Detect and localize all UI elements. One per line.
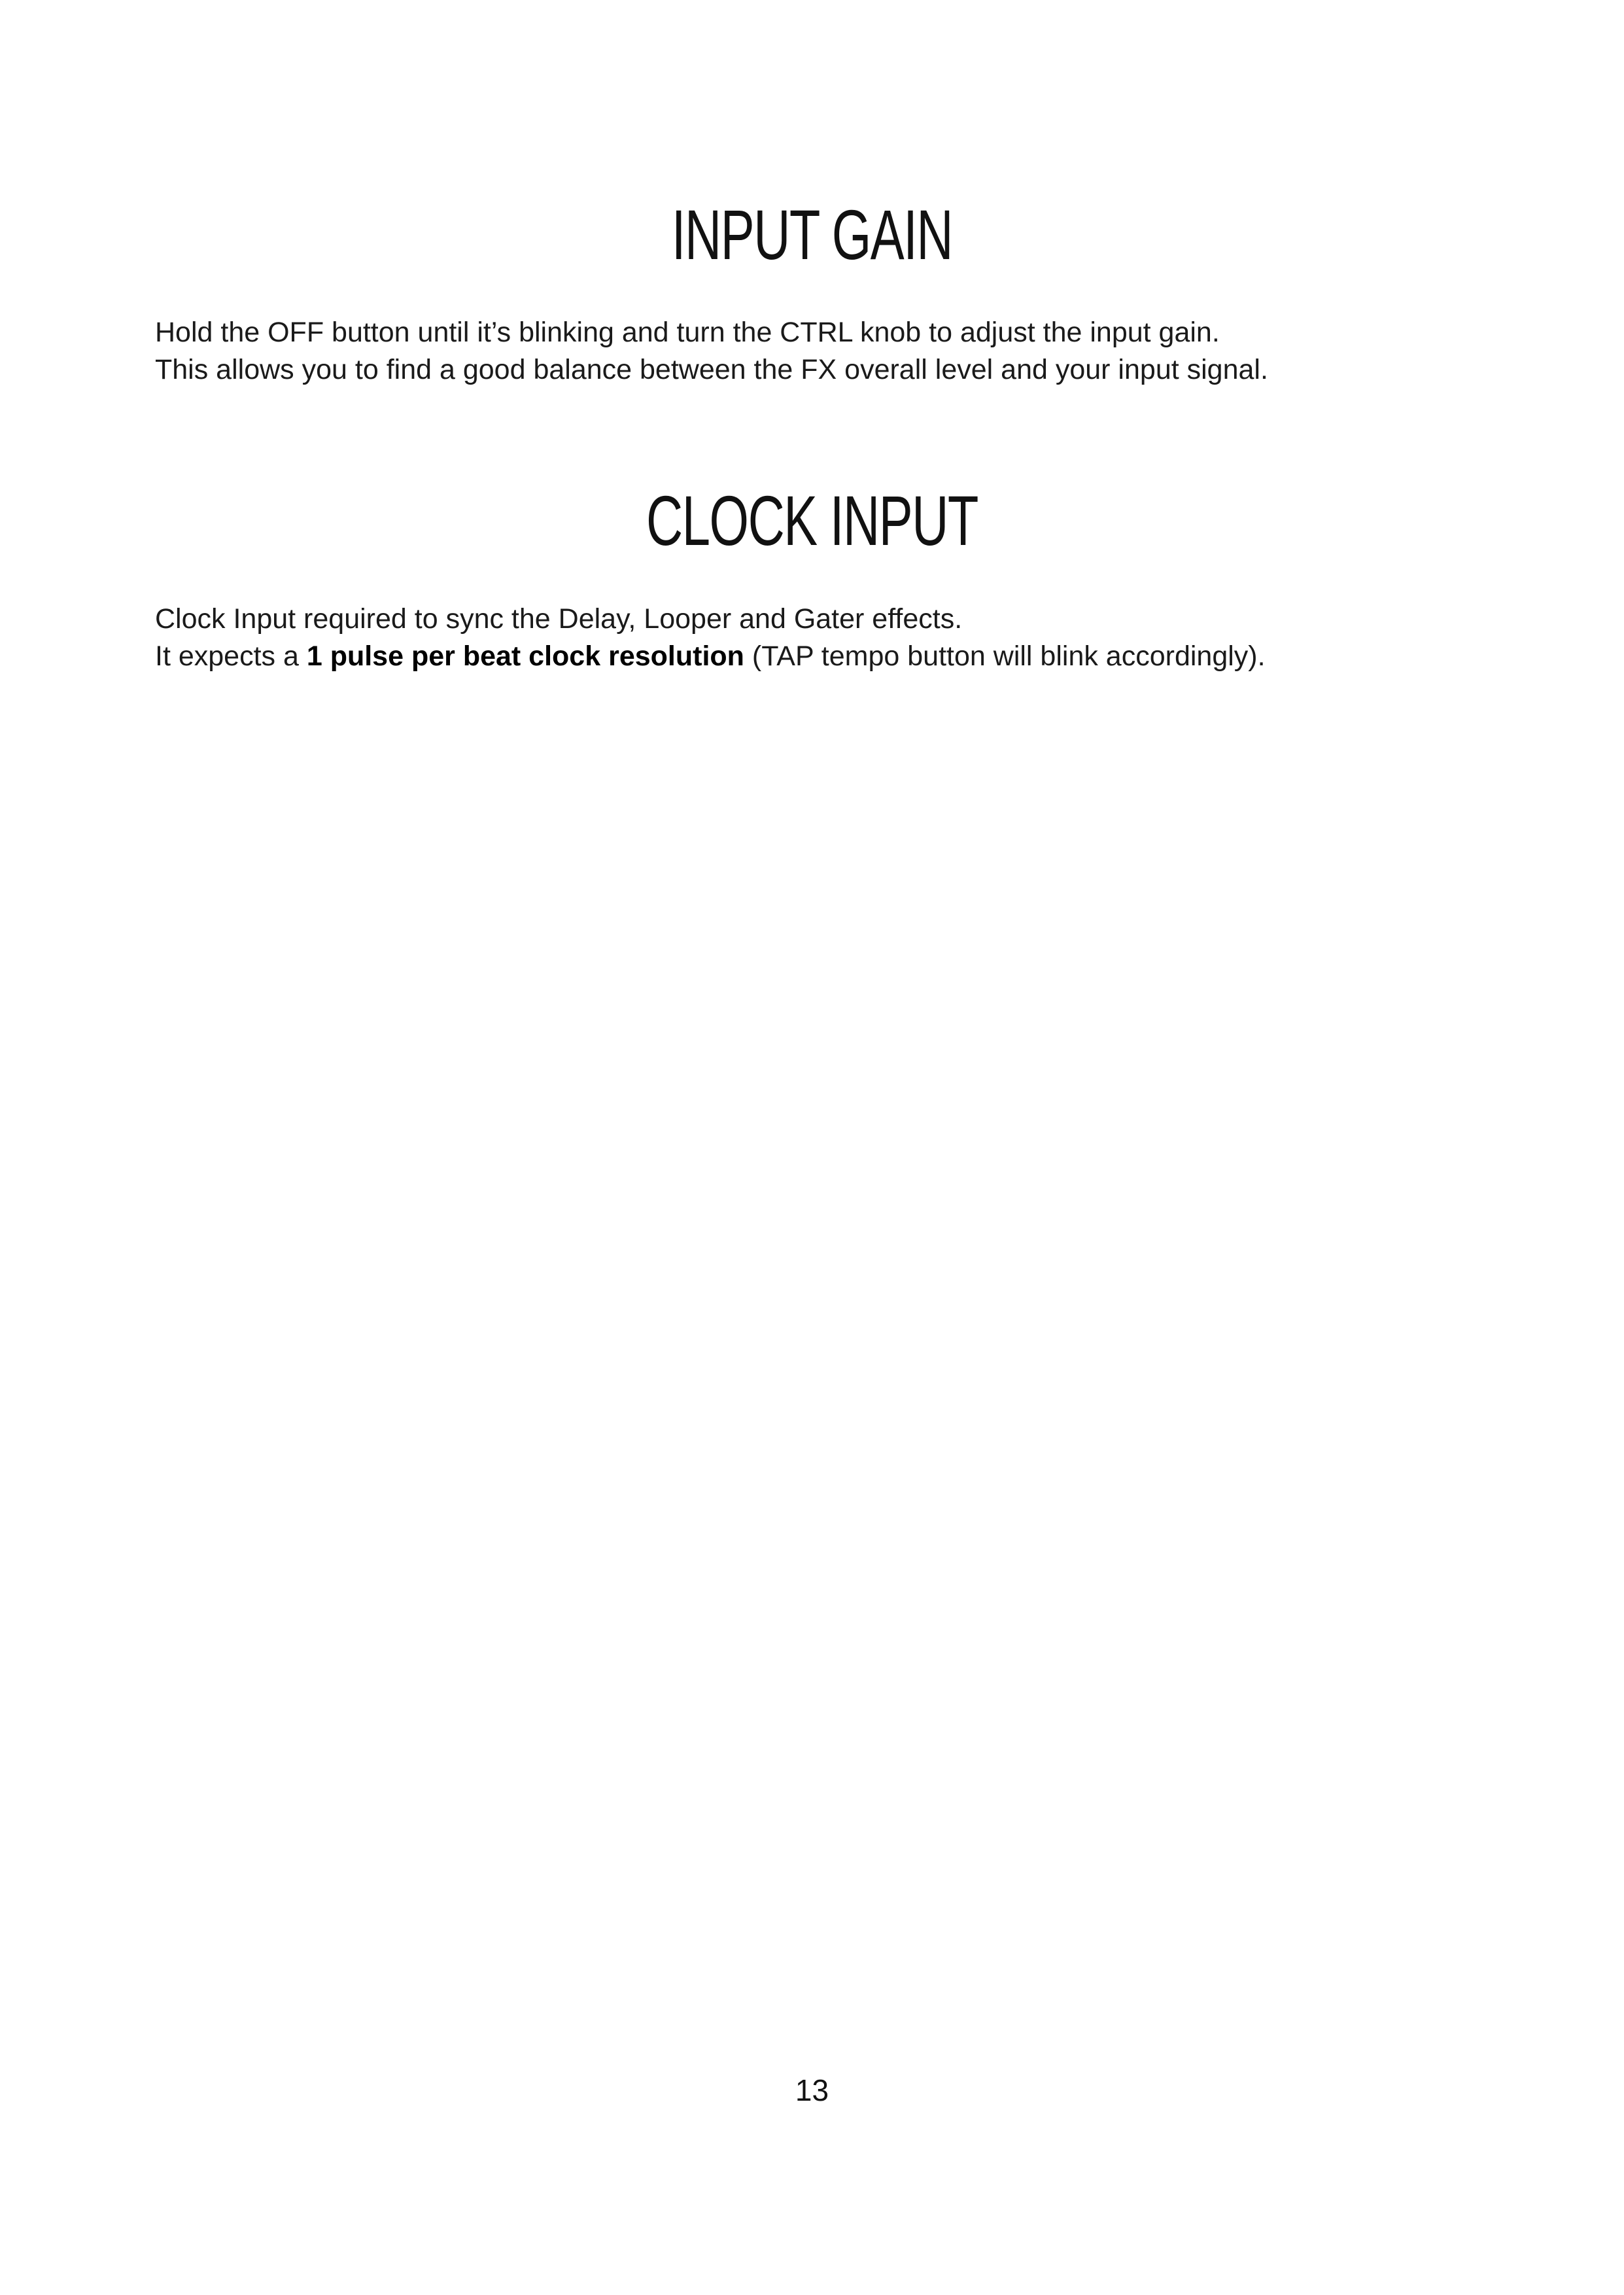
section-title-clock-input: CLOCK INPUT	[646, 481, 978, 560]
bold-emphasis: 1 pulse per beat clock resolution	[306, 640, 744, 672]
section-title-input-gain: INPUT GAIN	[671, 195, 953, 274]
text-suffix: (TAP tempo button will blink accordingly).	[744, 640, 1266, 672]
paragraph-line	[155, 638, 1529, 675]
paragraph-clock-input	[155, 601, 1529, 675]
paragraph-line: Hold the OFF button until it’s blinking and turn the CTRL knob to adjust the input gain.	[155, 317, 1220, 348]
paragraph-line: Clock Input required to sync the Delay, Looper and Gater effects.	[155, 603, 963, 635]
page-number: 13	[795, 2073, 829, 2107]
paragraph-line: This allows you to find a good balance between the FX overall level and your input signal.	[155, 354, 1268, 385]
text-prefix: It expects a	[155, 640, 307, 672]
paragraph-input-gain	[155, 314, 1529, 389]
